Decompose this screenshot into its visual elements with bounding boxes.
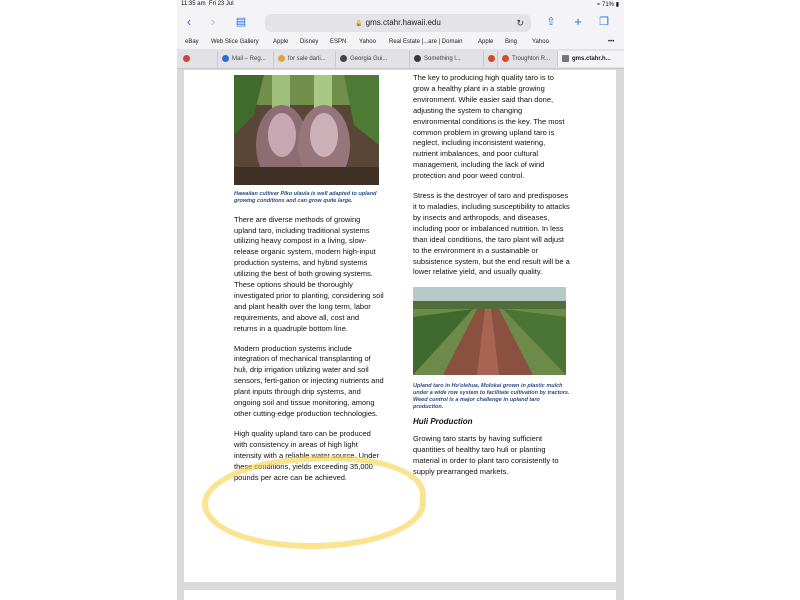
tab-item[interactable]: Mail – Reg... (217, 51, 271, 67)
taro-photo-image (234, 75, 379, 185)
tab-favicon (340, 55, 347, 62)
share-icon[interactable]: ⇧ (546, 16, 556, 28)
favorite-link[interactable]: eBay (185, 39, 199, 45)
taro-plant-photo (234, 75, 379, 185)
paragraph: Growing taro starts by having sufficient quantities of healthy taro huli or planting material in order to plant taro consistently to supply prearranged markets. (413, 434, 559, 477)
address-bar[interactable] (265, 14, 531, 32)
tab-item[interactable]: for sale darli... (273, 51, 333, 67)
tab-favicon (278, 55, 285, 62)
plus-icon[interactable]: + (574, 14, 582, 29)
tab-item[interactable]: Troughton R... (497, 51, 557, 67)
battery-icon: ▮ (615, 2, 619, 8)
url-text: gms.ctahr.hawaii.edu (365, 18, 441, 27)
tabs-icon[interactable]: ❐ (599, 16, 609, 28)
paragraph: Modern production systems include integration of mechanical transplanting of huli, drip irrigation utilizing water and soil sensors, ferti-gation or injecting nutrients and plant inputs through drip systems, and ongoing soil and tissue monitoring, among other cutting-edge production technologies. (234, 343, 384, 418)
wifi-icon: ≈ (597, 2, 601, 8)
tab-favicon (222, 55, 229, 62)
tab-favicon (488, 55, 495, 62)
tab-item[interactable]: Georgia Gui... (335, 51, 407, 67)
favorite-link[interactable]: ESPN (330, 39, 347, 45)
ipad-safari-window (177, 0, 624, 600)
book-icon[interactable]: ▤ (235, 16, 247, 28)
favorite-link[interactable]: Bing (505, 39, 518, 45)
tab-favicon (502, 55, 509, 62)
favorite-link[interactable]: Yahoo (532, 39, 549, 45)
favorite-link[interactable]: Real Estate |...are | Domain (389, 39, 463, 45)
next-page-card (184, 590, 616, 600)
battery-percent: 71% (602, 2, 615, 8)
tab-favicon (414, 55, 421, 62)
lock-icon: 🔒 (355, 21, 363, 27)
favorites-bar (177, 37, 624, 49)
taro-field-image (413, 287, 566, 375)
reload-icon[interactable]: ↻ (516, 18, 524, 28)
status-time: 11:35 am Fri 23 Jul (181, 1, 234, 7)
web-page-content (184, 70, 616, 582)
status-bar (177, 0, 624, 9)
browser-toolbar (177, 9, 624, 37)
favorite-link[interactable]: Apple (273, 39, 289, 45)
favorite-link[interactable]: Yahoo (359, 39, 376, 45)
tab-item[interactable] (179, 51, 192, 67)
tab-bar (177, 49, 624, 69)
paragraph-highlighted: High quality upland taro can be produced with consistency in areas of high light intensity with a reliable water source. Under these conditions, yields exceeding 35,000 pounds per acre can be achieved. (234, 428, 380, 482)
favorite-link[interactable]: Disney (300, 39, 319, 45)
paragraph: Stress is the destroyer of taro and predisposes it to maladies, including susceptibility to attacks by insects and arthropods, and diseases, including poor or imbalanced nutrition. In less than ideal conditions, the taro plant will adjust to the environment in a sustainable or subsistence system, but the end result will be a lower relative yield, and usually quality. (413, 191, 570, 277)
taro-field-photo (413, 287, 566, 375)
tab-item-active[interactable]: gms.ctahr.h... (557, 51, 624, 67)
photo-caption: Hawaiian cultivar Piko ulaula is well adapted to upland growing conditions and can grow quite large. (234, 191, 377, 204)
right-column (413, 73, 571, 487)
section-heading: Huli Production (413, 416, 473, 426)
photo-caption: Upland taro in Ho'olehua, Molokai grown in plastic mulch under a wide row system to facilitate cultivation by tractors. Weed control is a major challenge in upland taro production. (413, 383, 570, 410)
tab-favicon (562, 55, 569, 62)
favorite-link[interactable]: Web Slice Gallery (211, 39, 259, 45)
left-column (234, 75, 384, 492)
paragraph: There are diverse methods of growing upland taro, including traditional systems utilizing heavy compost in a living, slow-release organic system, modern high-input production systems, and hybrid systems utilizing the best of both growing systems. These options should be thoroughly investigated prior to planting, considering soil and plant health over the long term, labor requirements, and above all, cost and returns in a quadruple bottom line. (234, 214, 384, 333)
more-icon[interactable]: ••• (608, 39, 615, 45)
tab-item[interactable]: Something l... (409, 51, 481, 67)
favorite-link[interactable]: Apple (478, 39, 494, 45)
forward-icon[interactable]: › (210, 14, 216, 29)
back-icon[interactable]: ‹ (186, 14, 192, 29)
status-right (597, 1, 619, 8)
paragraph: The key to producing high quality taro is to grow a healthy plant in a stable growing environment. While easier said than done, adjusting the system to changing environmental conditions is the key. The most common problem in growing upland taro is neglect, including inconsistent watering, nutrient imbalances, and poor cultural management, including the lack of wind protection and poor weed control. (413, 73, 565, 181)
